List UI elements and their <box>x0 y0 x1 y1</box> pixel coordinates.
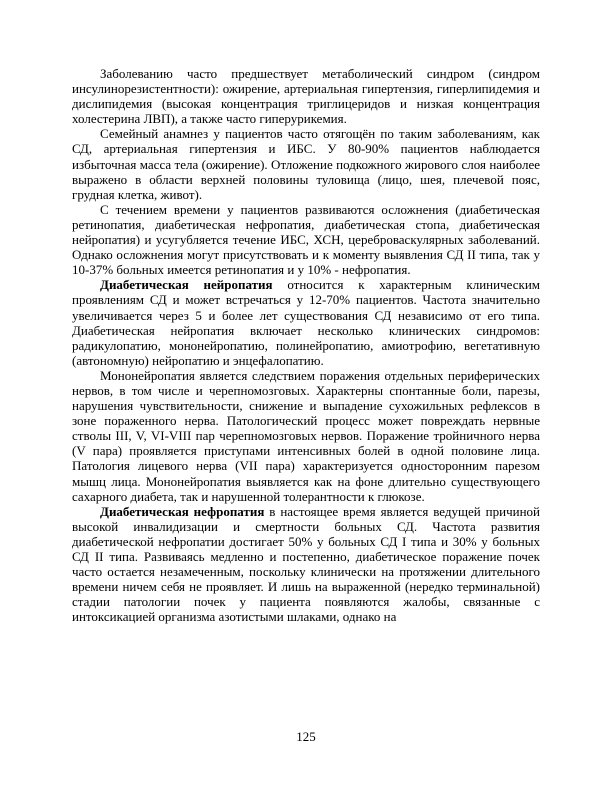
term-diabetic-neuropathy: Диабетическая нейропатия <box>100 277 273 293</box>
page-number: 125 <box>296 729 316 744</box>
paragraph-diabetic-nephropathy <box>72 504 540 625</box>
term-diabetic-nephropathy: Диабетическая нефропатия <box>100 503 265 519</box>
paragraph-family-history <box>72 126 540 201</box>
paragraph-metabolic-syndrome <box>72 66 540 126</box>
paragraph-text: С течением времени у пациентов развиваются осложнения (диабетическая ретинопатия, диабетическая нефропатия, диабетическая стопа, диабетическая нейропатия) и усугубляется течение ИБС, ХСН, цереброваскулярных заболеваний. Однако осложнения могут присутствовать и к моменту выявления СД II типа, так у 10-37% больных имеется ретинопатия и у 10% - нефропатия. <box>72 201 540 278</box>
paragraph-diabetic-neuropathy <box>72 277 540 368</box>
paragraph-text: Заболеванию часто предшествует метаболический синдром (синдром инсулинорезистентности): ожирение, артериальная гипертензия, гиперлипидемия и дислипидемия (высокая концентрация триглицеридов и низкая концентрация холестерина ЛВП), а также часто гиперурикемия. <box>72 66 540 127</box>
paragraph-complications <box>72 202 540 277</box>
paragraph-text: в настоящее время является ведущей причиной высокой инвалидизации и смертности больных СД. Частота развития диабетической нефропатии достигает 50% у больных СД I типа и 30% у больных СД II типа. Развиваясь медленно и постепенно, диабетическое поражение почек часто остается незамеченным, поскольку клинически на протяжении длительного времени ничем себя не проявляет. И лишь на выраженной (нередко терминальной) стадии патологии почек у пациента появляются жалобы, связанные с интоксикацией организма азотистыми шлаками, однако на <box>72 503 540 625</box>
paragraph-text: Семейный анамнез у пациентов часто отягощён по таким заболеваниям, как СД, артериальная гипертензия и ИБС. У 80-90% пациентов наблюдается избыточная масса тела (ожирение). Отложение подкожного жирового слоя наиболее выражено в области верхней половины туловища (лицо, шея, плечевой пояс, грудная клетка, живот). <box>72 126 540 202</box>
paragraph-mononeuropathy <box>72 368 540 504</box>
paragraph-text: Мононейропатия является следствием поражения отдельных периферических нервов, в том числе и черепномозговых. Характерны спонтанные боли, парезы, нарушения чувствительности, снижение и выпадение сухожильных рефлексов в зоне пораженного нерва. Патологический процесс может повреждать нервные стволы III, V, VI-VIII пар черепномозговых нервов. Поражение тройничного нерва (V пара) проявляется приступами интенсивных болей в одной половине лица. Патология лицевого нерва (VII пара) характеризуется односторонним парезом мышц лица. Мононейропатия выявляется как на фоне длительно существующего сахарного диабета, так и нарушенной толерантности к глюкозе. <box>72 367 540 504</box>
body-text <box>72 66 540 624</box>
paragraph-text: относится к характерным клиническим проявлениям СД и может встречаться у 12-70% пациентов. Частота значительно увеличивается через 5 и более лет существования СД независимо от его типа. Диабетическая нейропатия включает несколько клинических синдромов: радикулопатию, мононейропатию, полинейропатию, амиотрофию, вегетативную (автономную) нейропатию и энцефалопатию. <box>72 277 540 368</box>
